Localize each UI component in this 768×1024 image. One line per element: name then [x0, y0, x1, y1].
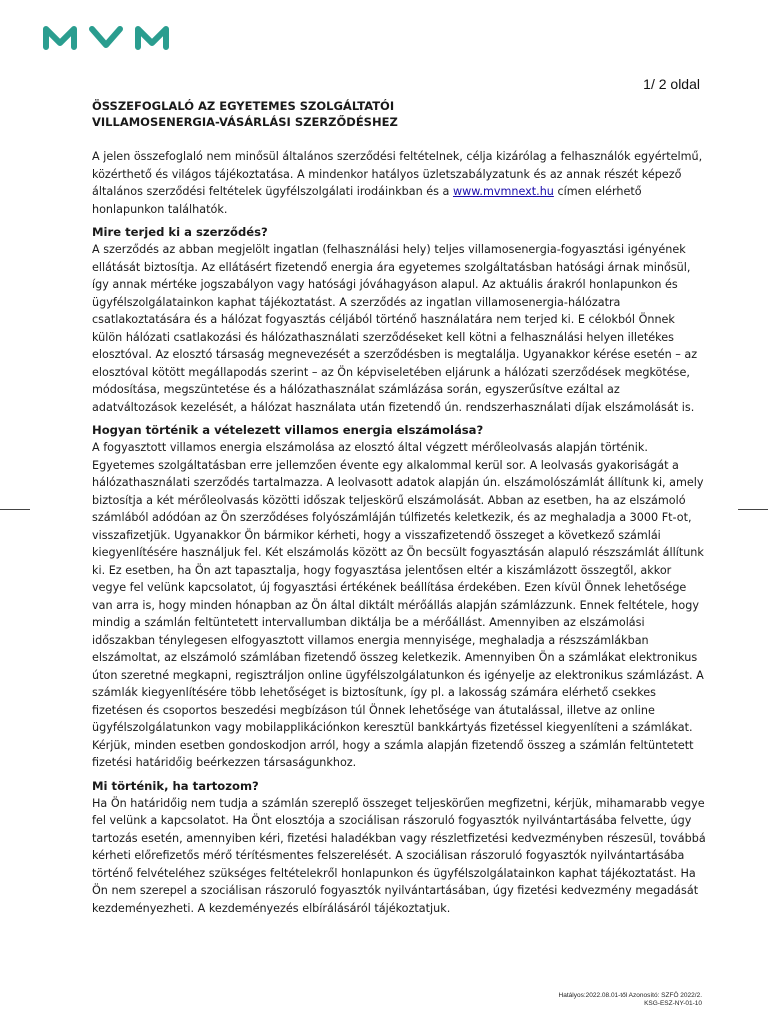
page-number: 1/ 2 oldal [643, 76, 700, 92]
footer-validity: Hatályos:2022.08.01-től Azonosító: SZFÖ 2022/2. [558, 992, 702, 999]
intro-paragraph [92, 148, 706, 218]
fold-mark-left [0, 509, 30, 510]
intro-text-before: A jelen összefoglaló nem minősül általános szerződési feltételnek, célja kizárólag a felhasználók egyértelmű, közérthető és világos tájékoztatása. A mindenkor hatályos üzletszabályzatunk és az annak részét képező általános szerződési feltételek ügyfélszolgálati irodáinkban és a [92, 150, 703, 198]
mvm-logo [42, 24, 174, 50]
section-heading-billing: Hogyan történik a vételezett villamos energia elszámolása? [92, 423, 484, 437]
section-body-billing: A fogyasztott villamos energia elszámolása az elosztó által végzett mérőleolvasás alapján történik. Egyetemes szolgáltatásban erre jellemzően évente egy alkalommal kerül sor. A leolvasás gyakoriságát a hálózathasználati szerződés tartalmazza. A leolvasott adatok alapján ún. elszámolószámlát állítunk ki, amely biztosítja a két mérőleolvasás közötti időszak teljeskörű elszámolását. Abban az esetben, ha az elszámoló számlából adódóan az Ön szerződéses folyószámláján túlfizetés keletkezik, és az meghaladja a 3000 Ft-ot, visszafizetjük. Ugyanakkor Ön bármikor kérheti, hogy a visszafizetendő összeget a következő számlái kiegyenlítésére használjuk fel. Két elszámolás között az Ön becsült fogyasztásán alapuló részszámlát állítunk ki. Ez esetben, ha Ön azt tapasztalja, hogy fogyasztása jelentősen eltér a kiszámlázott összegtől, akkor vegye fel velünk kapcsolatot, új fogyasztási értékének beállítása érdekében. Ezen kívül Önnek lehetősége van arra is, hogy minden hónapban az Ön által diktált mérőállás alapján számlázzunk. Ennek feltétele, hogy mindig a számlán feltüntetett intervallumban diktálja be a mérőállást. Amennyiben az elszámolási időszakban ténylegesen elfogyasztott villamos energia mennyisége, meghaladja a részszámlákban elszámoltat, az elszámoló számlában fizetendő összeg keletkezik. Amennyiben Ön a számlákat elektronikus úton szeretné megkapni, regisztráljon online ügyfélszolgálatunkon és igényelje az elektronikus számlázást. A számlák kiegyenlítésére több lehetőséget is biztosítunk, így pl. a lakosság számára elérhető csekkes fizetésen és csoportos beszedési megbízáson túl Önnek lehetősége van átutalással, illetve az online ügyfélszolgálatunkon vagy mobilapplikációnkon keresztül bankkártyás fizetéssel kiegyenlíteni a számlákat. Kérjük, minden esetben gondoskodjon arról, hogy a számla alapján fizetendő összeg a számlán feltüntetett fizetési határidőig beérkezzen társaságunkhoz. [92, 441, 704, 769]
fold-mark-right [738, 509, 768, 510]
title-line-1: ÖSSZEFOGLALÓ AZ EGYETEMES SZOLGÁLTATÓI [92, 99, 395, 113]
section-heading-scope: Mire terjed ki a szerződés? [92, 225, 268, 239]
intro-text-after: címen elérhető honlapunkon találhatók. [92, 185, 642, 216]
section-body-debt: Ha Ön határidőig nem tudja a számlán szereplő összeget teljeskörűen megfizetni, kérjük, mihamarabb vegye fel velünk a kapcsolatot. Ha Önt elosztója a szociálisan rászoruló fogyasztók nyilvántartásába felvette, úgy tartozás esetén, amennyiben kéri, fizetési haladékban vagy részletfizetési kedvezményben részesül, továbbá kérheti előrefizetős mérő térítésmentes felszerelését. A szociálisan rászoruló fogyasztók nyilvántartásába történő felvételéhez szükséges feltételekről honlapunkon és ügyfélszolgálatainkon kaphat tájékoztatást. Ha Ön nem szerepel a szociálisan rászoruló fogyasztók nyilvántartásában, úgy fizetési kedvezmény megadását kezdeményezheti. A kezdeményezés elbírálásáról tájékoztatjuk. [92, 796, 706, 915]
section-body-scope: A szerződés az abban megjelölt ingatlan (felhasználási hely) teljes villamosenergia-fogyasztási igényének ellátását biztosítja. Az ellátásért fizetendő energia ára egyetemes szolgáltatásban hatósági árnak minősül, így annak mértéke jogszabályon vagy hatósági jóváhagyáson alapul. Az aktuális árakról honlapunkon és ügyfélszolgálatainkon kaphat tájékoztatást. A szerződés az ingatlan villamosenergia-hálózatra csatlakoztatására és a hálózat fogyasztás céljából történő használatára nem terjed ki. E célokból Önnek külön hálózati csatlakozási és hálózathasználati szerződéseket kell kötni a felhasználási helyen illetékes elosztóval. Az elosztó társaság megnevezését a szerződésben is megtalálja. Ugyanakkor kérése esetén – az elosztóval kötött megállapodás szerint – az Ön képviseletében eljárunk a hálózati szerződések megkötése, módosítása, megszüntetése és a hálózathasználat számlázása során, egyszerűsítve ezáltal az adatváltozások kezelését, a hálózat használata után fizetendő ún. rendszerhasználati díjak elszámolását is. [92, 243, 698, 414]
document-footer [559, 992, 702, 1008]
section-heading-debt: Mi történik, ha tartozom? [92, 778, 259, 793]
website-link[interactable]: www.mvmnext.hu [452, 185, 554, 198]
document-body [92, 98, 706, 923]
document-title [92, 98, 706, 130]
title-line-2: VILLAMOSENERGIA-VÁSÁRLÁSI SZERZŐDÉSHEZ [92, 115, 398, 129]
footer-code: KSG-ESZ-NY-01-10 [644, 1000, 702, 1007]
